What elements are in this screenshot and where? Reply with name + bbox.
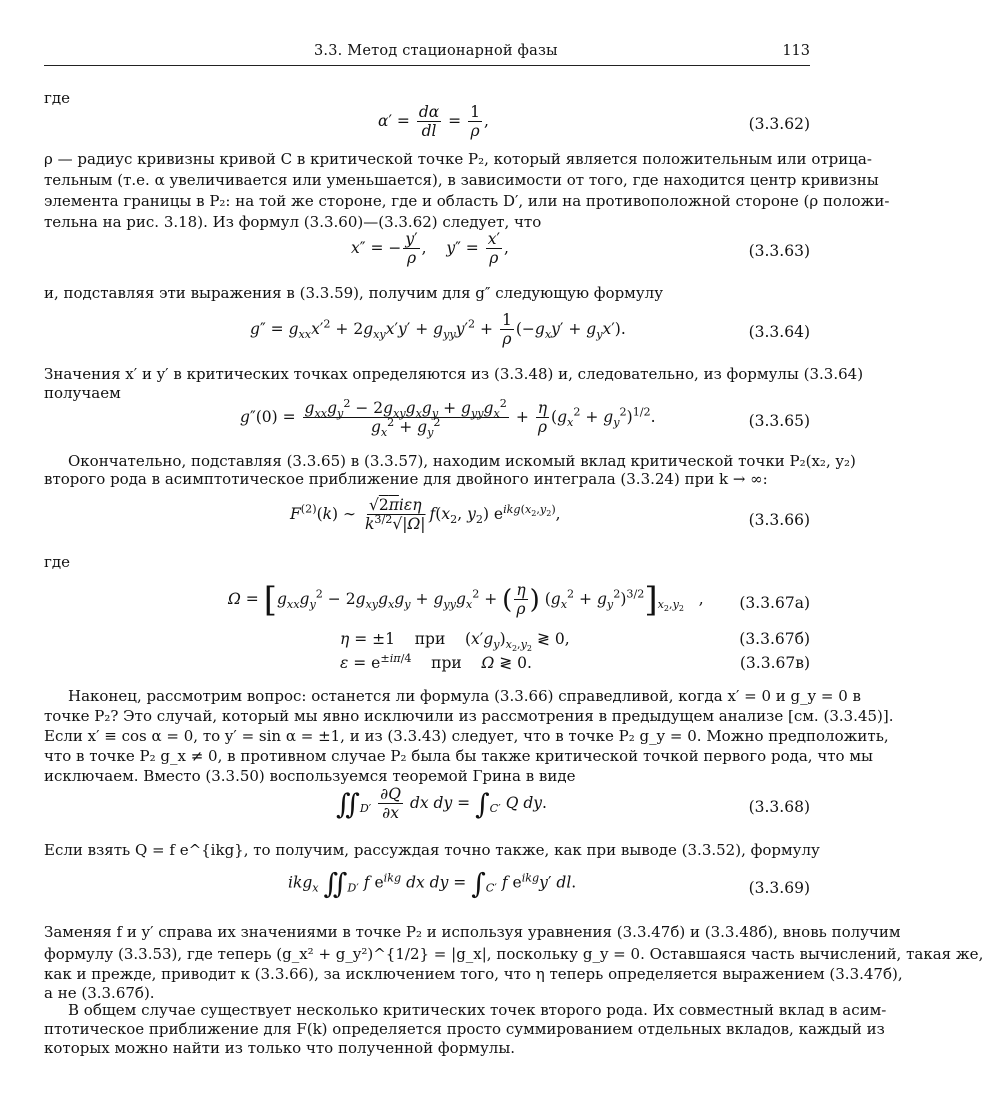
text-line: птотическое приближение для F(k) определяется просто суммированием отдельных вкладов, каждый из bbox=[44, 1020, 885, 1038]
equation-3-3-65 bbox=[44, 396, 810, 444]
text-line: формулу (3.3.53), где теперь (g_x² + g_y²)^{1/2} = |g_x|, поскольку g_y = 0. Оставшаяся часть вычислений, такая же, bbox=[44, 945, 983, 963]
text-line: элемента границы в P₂: на той же стороне, где и область D′, или на противоположной стороне (ρ положи- bbox=[44, 192, 890, 210]
equation-3-3-66 bbox=[44, 497, 810, 547]
equation-3-3-67c bbox=[44, 651, 810, 676]
equation-number: (3.3.65) bbox=[748, 412, 810, 430]
text-line: что в точке P₂ g_x ≠ 0, в противном случае P₂ была бы также критической точкой первого рода, что мы bbox=[44, 747, 873, 765]
equation-number: (3.3.69) bbox=[748, 879, 810, 897]
equation-3-3-67a bbox=[44, 580, 810, 628]
equation-number: (3.3.64) bbox=[748, 323, 810, 341]
equation-3-3-69 bbox=[44, 867, 810, 911]
text-line: Если взять Q = f e^{ikg}, то получим, рассуждая точно также, как при выводе (3.3.52), формулу bbox=[44, 841, 820, 859]
equation-number: (3.3.62) bbox=[748, 115, 810, 133]
text-line: Значения x′ и y′ в критических точках определяются из (3.3.48) и, следовательно, из формулы (3.3.64) bbox=[44, 365, 864, 383]
equation-body: $\varepsilon = e^{\pm i\pi/4}$ при Ω ≷ 0. bbox=[340, 651, 532, 672]
text-line: и, подставляя эти выражения в (3.3.59), получим для g″ следующую формулу bbox=[44, 284, 664, 302]
equation-3-3-63 bbox=[44, 231, 810, 271]
equation-number: (3.3.67б) bbox=[739, 630, 810, 648]
text-line: точке P₂? Это случай, который мы явно исключили из рассмотрения в предыдущем анализе [см. (3.3.45)]. bbox=[44, 707, 894, 725]
equation-3-3-64 bbox=[44, 312, 810, 352]
text-line: Окончательно, подставляя (3.3.65) в (3.3.57), находим искомый вклад критической точки P₂(x₂, y₂) bbox=[68, 452, 856, 470]
equation-number: (3.3.67в) bbox=[739, 654, 810, 672]
text-line: а не (3.3.67б). bbox=[44, 984, 155, 1002]
text-line: как и прежде, приводит к (3.3.66), за исключением того, что η теперь определяется выражением (3.3.47б), bbox=[44, 965, 903, 983]
running-header bbox=[44, 40, 810, 64]
equation-body: $∬_{D'}$ $\frac{\partial Q}{\partial x}$ dx dy = $\int_{C'}$ Q dy. bbox=[336, 785, 547, 823]
text-line: второго рода в асимптотическое приближение для двойного интеграла (3.3.24) при k → ∞: bbox=[44, 470, 768, 488]
text-line: Наконец, рассмотрим вопрос: останется ли формула (3.3.66) справедливой, когда x′ = 0 и g_y = 0 в bbox=[68, 687, 861, 705]
equation-body: $F^{(2)}(k)$ ∼ $\frac{\text{√2πiεη}}{k^{3/2}√|\Omega|}$ $f(x_2$, $y_2$) $e^{ikg(x_2,y_2)}$, bbox=[290, 496, 561, 534]
equation-body: g″(0) = $\frac{g_{xx}g_y^2 - 2g_{xy}g_xg_y + g_{yy}g_x^2}{g_x^2 + g_y^2}$ + $\frac{\eta}{\rho}$ $(g_x^2 + g_y^2)^{1/2}$. bbox=[240, 396, 656, 440]
text-line: Заменяя f и y′ справа их значениями в точке P₂ и используя уравнения (3.3.47б) и (3.3.48б), вновь получим bbox=[44, 923, 901, 941]
text-line: где bbox=[44, 89, 70, 107]
page-number: 113 bbox=[782, 43, 810, 59]
text-line: тельна на рис. 3.18). Из формул (3.3.60)—(3.3.62) следует, что bbox=[44, 213, 542, 231]
text-line: ρ — радиус кривизны кривой C в критической точке P₂, который является положительным или отрица- bbox=[44, 150, 872, 168]
equation-number: (3.3.68) bbox=[748, 798, 810, 816]
header-rule bbox=[44, 65, 810, 66]
equation-body: $g'' = g_{xx}x'^2 + 2g_{xy}x'y' + g_{yy}y'^2$ + $\frac{1}{\rho}$ $(-g_xy' + g_yx')$. bbox=[250, 311, 626, 349]
document-page bbox=[44, 0, 983, 1100]
equation-body: x″ = − $\frac{y'}{\rho}$ , y″ = $\frac{x'}{\rho}$ , bbox=[351, 230, 509, 268]
text-line: получаем bbox=[44, 384, 121, 402]
equation-number: (3.3.63) bbox=[748, 242, 810, 260]
equation-3-3-67b bbox=[44, 630, 810, 652]
text-line: Если x′ ≡ cos α = 0, то y′ = sin α = ±1, и из (3.3.43) следует, что в точке P₂ g_y = 0. Можно предположить, bbox=[44, 727, 889, 745]
text-line: тельным (т.е. α увеличивается или уменьшается), в зависимости от того, где находится центр кривизны bbox=[44, 171, 879, 189]
section-title: 3.3. Метод стационарной фазы bbox=[314, 43, 558, 59]
equation-body: $\Omega = [g_{xx}g_y^2 - 2g_{xy}g_xg_y + g_{yy}g_x^2$ + ( $\frac{\eta}{\rho}$ ) $(g_x^2 + g_y^2)^{3/2}]_{x_2,y_2}$ , bbox=[228, 579, 704, 620]
equation-number: (3.3.66) bbox=[748, 511, 810, 529]
equation-3-3-68 bbox=[44, 786, 810, 830]
equation-number: (3.3.67а) bbox=[739, 594, 810, 612]
equation-body: η = ±1 при $(x'g_y)_{x_2,y_2}$ ≷ 0, bbox=[340, 630, 570, 654]
equation-body: ikg$_x$ $∬_{D'}$ f $e^{ikg}$ dx dy = $\int_{C'}$ f $e^{ikg}y'$ dl. bbox=[288, 867, 577, 900]
text-line: исключаем. Вместо (3.3.50) воспользуемся теоремой Грина в виде bbox=[44, 767, 576, 785]
text-line: В общем случае существует несколько критических точек второго рода. Их совместный вклад в асим- bbox=[68, 1001, 887, 1019]
equation-body: α′ = $\frac{d\alpha}{dl}$ = $\frac{1}{\rho}$ , bbox=[378, 103, 489, 141]
text-line: которых можно найти из только что полученной формулы. bbox=[44, 1039, 516, 1057]
equation-3-3-62 bbox=[44, 104, 810, 144]
text-line: где bbox=[44, 553, 70, 571]
